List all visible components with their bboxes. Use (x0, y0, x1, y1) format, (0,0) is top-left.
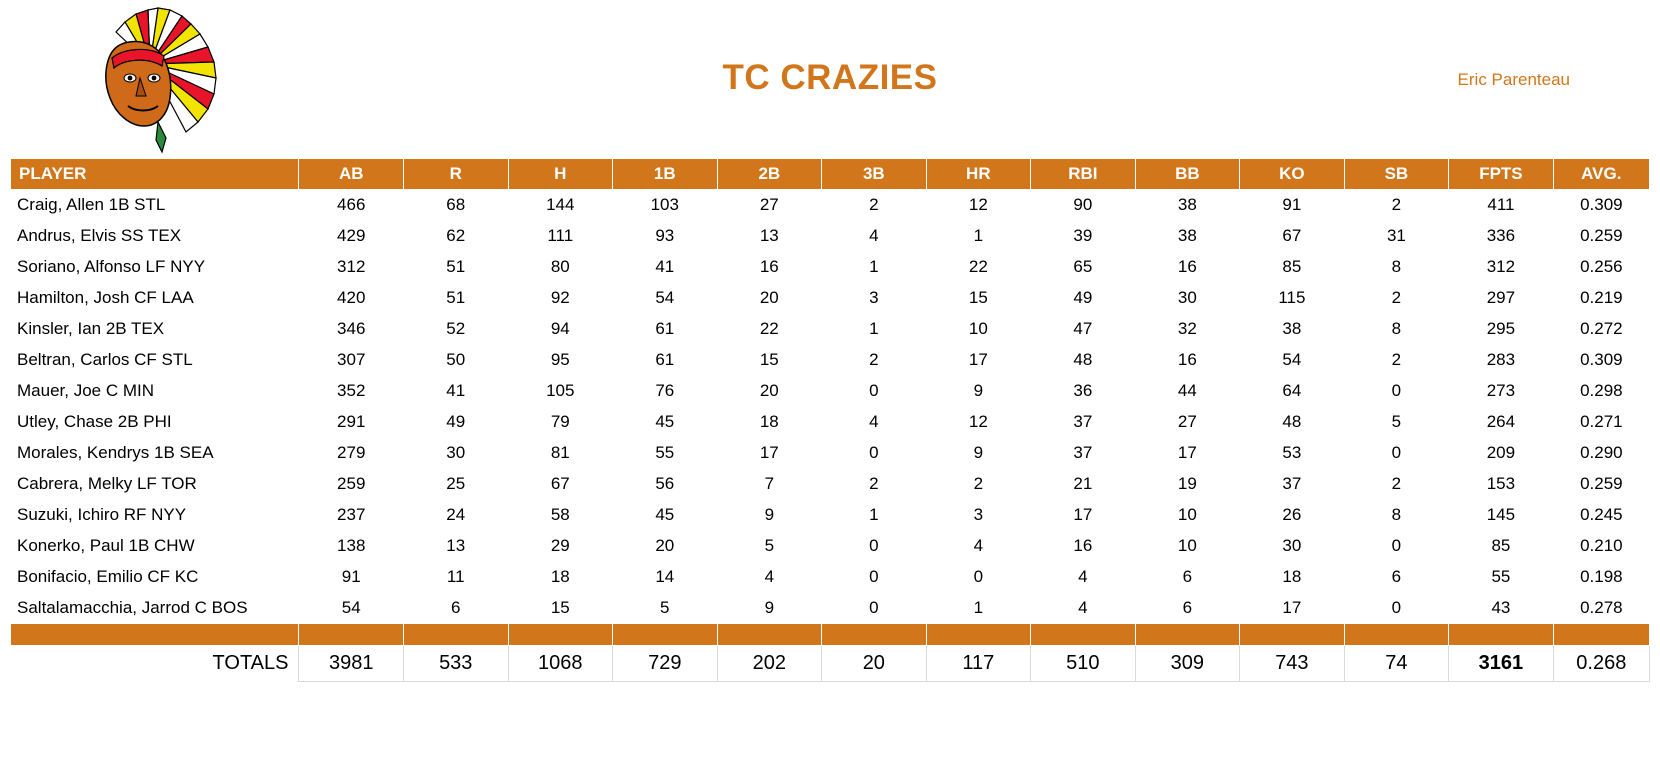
cell-3b: 1 (822, 500, 927, 531)
cell-sb: 0 (1344, 376, 1449, 407)
cell-player: Mauer, Joe C MIN (11, 376, 299, 407)
table-row (11, 500, 1650, 531)
column-header-avg: AVG. (1553, 159, 1649, 190)
cell-hr: 12 (926, 407, 1031, 438)
cell-2b: 20 (717, 283, 822, 314)
cell-2b: 5 (717, 531, 822, 562)
cell-avg: 0.256 (1553, 252, 1649, 283)
cell-player: Bonifacio, Emilio CF KC (11, 562, 299, 593)
totals-2b: 202 (717, 646, 822, 682)
cell-hr: 1 (926, 221, 1031, 252)
column-header-ko: KO (1240, 159, 1345, 190)
column-header-h: H (508, 159, 613, 190)
cell-fpts: 264 (1449, 407, 1554, 438)
spacer-cell (717, 624, 822, 646)
table-row (11, 314, 1650, 345)
cell-ab: 466 (299, 190, 404, 221)
cell-hr: 1 (926, 593, 1031, 624)
cell-hr: 9 (926, 438, 1031, 469)
totals-hr: 117 (926, 646, 1031, 682)
cell-h: 94 (508, 314, 613, 345)
cell-bb: 6 (1135, 562, 1240, 593)
column-header-player: PLAYER (11, 159, 299, 190)
cell-hr: 10 (926, 314, 1031, 345)
cell-h: 81 (508, 438, 613, 469)
cell-avg: 0.309 (1553, 345, 1649, 376)
cell-rbi: 39 (1031, 221, 1136, 252)
cell-h: 92 (508, 283, 613, 314)
totals-sb: 74 (1344, 646, 1449, 682)
cell-rbi: 48 (1031, 345, 1136, 376)
table-row (11, 593, 1650, 624)
cell-r: 25 (404, 469, 509, 500)
spacer-cell (1031, 624, 1136, 646)
spacer-cell (1240, 624, 1345, 646)
cell-h: 80 (508, 252, 613, 283)
spacer-cell (926, 624, 1031, 646)
cell-2b: 16 (717, 252, 822, 283)
cell-rbi: 65 (1031, 252, 1136, 283)
cell-h: 18 (508, 562, 613, 593)
cell-r: 41 (404, 376, 509, 407)
spacer-cell (822, 624, 927, 646)
cell-2b: 20 (717, 376, 822, 407)
table-row (11, 562, 1650, 593)
cell-rbi: 37 (1031, 407, 1136, 438)
cell-bb: 38 (1135, 221, 1240, 252)
cell-bb: 16 (1135, 345, 1240, 376)
page-title: TC CRAZIES (722, 58, 938, 97)
cell-1b: 20 (613, 531, 718, 562)
cell-fpts: 297 (1449, 283, 1554, 314)
cell-r: 52 (404, 314, 509, 345)
cell-avg: 0.272 (1553, 314, 1649, 345)
cell-ab: 346 (299, 314, 404, 345)
table-row (11, 407, 1650, 438)
cell-sb: 2 (1344, 283, 1449, 314)
cell-player: Craig, Allen 1B STL (11, 190, 299, 221)
cell-r: 30 (404, 438, 509, 469)
cell-r: 6 (404, 593, 509, 624)
cell-r: 50 (404, 345, 509, 376)
cell-avg: 0.298 (1553, 376, 1649, 407)
table-row (11, 469, 1650, 500)
cell-ab: 429 (299, 221, 404, 252)
cell-bb: 30 (1135, 283, 1240, 314)
totals-bb: 309 (1135, 646, 1240, 682)
cell-avg: 0.210 (1553, 531, 1649, 562)
cell-ab: 352 (299, 376, 404, 407)
cell-1b: 61 (613, 345, 718, 376)
cell-2b: 22 (717, 314, 822, 345)
cell-fpts: 43 (1449, 593, 1554, 624)
cell-sb: 0 (1344, 438, 1449, 469)
table-row (11, 252, 1650, 283)
totals-row (11, 646, 1650, 682)
cell-player: Hamilton, Josh CF LAA (11, 283, 299, 314)
spacer-cell (1553, 624, 1649, 646)
cell-avg: 0.219 (1553, 283, 1649, 314)
cell-sb: 2 (1344, 345, 1449, 376)
cell-rbi: 37 (1031, 438, 1136, 469)
cell-sb: 0 (1344, 593, 1449, 624)
cell-hr: 9 (926, 376, 1031, 407)
cell-2b: 27 (717, 190, 822, 221)
cell-ko: 38 (1240, 314, 1345, 345)
cell-fpts: 209 (1449, 438, 1554, 469)
cell-hr: 22 (926, 252, 1031, 283)
cell-sb: 8 (1344, 314, 1449, 345)
cell-sb: 31 (1344, 221, 1449, 252)
column-header-ab: AB (299, 159, 404, 190)
cell-1b: 55 (613, 438, 718, 469)
cell-r: 11 (404, 562, 509, 593)
cell-ko: 67 (1240, 221, 1345, 252)
cell-ab: 312 (299, 252, 404, 283)
cell-h: 15 (508, 593, 613, 624)
cell-2b: 15 (717, 345, 822, 376)
spacer-cell (11, 624, 299, 646)
cell-sb: 6 (1344, 562, 1449, 593)
totals-rbi: 510 (1031, 646, 1136, 682)
cell-ab: 54 (299, 593, 404, 624)
cell-ko: 26 (1240, 500, 1345, 531)
column-header-1b: 1B (613, 159, 718, 190)
cell-1b: 103 (613, 190, 718, 221)
column-header-2b: 2B (717, 159, 822, 190)
column-header-rbi: RBI (1031, 159, 1136, 190)
cell-bb: 16 (1135, 252, 1240, 283)
cell-bb: 10 (1135, 531, 1240, 562)
cell-h: 79 (508, 407, 613, 438)
cell-sb: 2 (1344, 190, 1449, 221)
spacer-cell (1344, 624, 1449, 646)
cell-3b: 4 (822, 221, 927, 252)
cell-2b: 4 (717, 562, 822, 593)
cell-sb: 8 (1344, 252, 1449, 283)
cell-rbi: 4 (1031, 562, 1136, 593)
cell-1b: 45 (613, 500, 718, 531)
cell-avg: 0.271 (1553, 407, 1649, 438)
player-stats-table (10, 158, 1650, 682)
column-header-sb: SB (1344, 159, 1449, 190)
cell-ko: 48 (1240, 407, 1345, 438)
totals-avg: 0.268 (1553, 646, 1649, 682)
cell-2b: 13 (717, 221, 822, 252)
spacer-cell (404, 624, 509, 646)
cell-bb: 6 (1135, 593, 1240, 624)
cell-bb: 19 (1135, 469, 1240, 500)
cell-ab: 259 (299, 469, 404, 500)
cell-2b: 17 (717, 438, 822, 469)
cell-h: 29 (508, 531, 613, 562)
cell-ko: 64 (1240, 376, 1345, 407)
cell-ab: 138 (299, 531, 404, 562)
cell-fpts: 295 (1449, 314, 1554, 345)
cell-fpts: 55 (1449, 562, 1554, 593)
cell-hr: 15 (926, 283, 1031, 314)
cell-player: Utley, Chase 2B PHI (11, 407, 299, 438)
cell-rbi: 90 (1031, 190, 1136, 221)
cell-bb: 38 (1135, 190, 1240, 221)
cell-1b: 61 (613, 314, 718, 345)
cell-player: Beltran, Carlos CF STL (11, 345, 299, 376)
cell-fpts: 411 (1449, 190, 1554, 221)
cell-r: 24 (404, 500, 509, 531)
cell-3b: 2 (822, 345, 927, 376)
cell-sb: 0 (1344, 531, 1449, 562)
page-header (0, 0, 1660, 158)
cell-2b: 18 (717, 407, 822, 438)
cell-player: Konerko, Paul 1B CHW (11, 531, 299, 562)
spacer-cell (508, 624, 613, 646)
cell-avg: 0.259 (1553, 221, 1649, 252)
cell-fpts: 85 (1449, 531, 1554, 562)
cell-rbi: 17 (1031, 500, 1136, 531)
totals-r: 533 (404, 646, 509, 682)
cell-rbi: 4 (1031, 593, 1136, 624)
cell-ab: 291 (299, 407, 404, 438)
cell-1b: 56 (613, 469, 718, 500)
column-header-bb: BB (1135, 159, 1240, 190)
cell-1b: 5 (613, 593, 718, 624)
totals-fpts: 3161 (1449, 646, 1554, 682)
cell-r: 49 (404, 407, 509, 438)
cell-1b: 41 (613, 252, 718, 283)
totals-label: TOTALS (11, 646, 299, 682)
cell-h: 144 (508, 190, 613, 221)
cell-avg: 0.278 (1553, 593, 1649, 624)
cell-3b: 1 (822, 252, 927, 283)
cell-1b: 93 (613, 221, 718, 252)
cell-sb: 8 (1344, 500, 1449, 531)
cell-hr: 4 (926, 531, 1031, 562)
cell-ko: 17 (1240, 593, 1345, 624)
cell-3b: 4 (822, 407, 927, 438)
spacer-cell (613, 624, 718, 646)
cell-bb: 32 (1135, 314, 1240, 345)
cell-h: 58 (508, 500, 613, 531)
cell-ko: 18 (1240, 562, 1345, 593)
cell-fpts: 145 (1449, 500, 1554, 531)
cell-avg: 0.309 (1553, 190, 1649, 221)
cell-fpts: 153 (1449, 469, 1554, 500)
table-row (11, 345, 1650, 376)
cell-fpts: 283 (1449, 345, 1554, 376)
cell-2b: 7 (717, 469, 822, 500)
cell-3b: 1 (822, 314, 927, 345)
cell-rbi: 36 (1031, 376, 1136, 407)
column-header-r: R (404, 159, 509, 190)
cell-ko: 54 (1240, 345, 1345, 376)
cell-3b: 3 (822, 283, 927, 314)
cell-1b: 45 (613, 407, 718, 438)
cell-rbi: 21 (1031, 469, 1136, 500)
totals-1b: 729 (613, 646, 718, 682)
cell-player: Morales, Kendrys 1B SEA (11, 438, 299, 469)
cell-bb: 17 (1135, 438, 1240, 469)
spacer-cell (299, 624, 404, 646)
cell-fpts: 312 (1449, 252, 1554, 283)
cell-ab: 91 (299, 562, 404, 593)
totals-ko: 743 (1240, 646, 1345, 682)
cell-player: Saltalamacchia, Jarrod C BOS (11, 593, 299, 624)
cell-avg: 0.290 (1553, 438, 1649, 469)
cell-avg: 0.245 (1553, 500, 1649, 531)
cell-rbi: 16 (1031, 531, 1136, 562)
cell-ko: 53 (1240, 438, 1345, 469)
table-spacer-row (11, 624, 1650, 646)
table-header-row (11, 159, 1650, 190)
table-row (11, 190, 1650, 221)
totals-h: 1068 (508, 646, 613, 682)
cell-ko: 85 (1240, 252, 1345, 283)
cell-bb: 44 (1135, 376, 1240, 407)
cell-fpts: 273 (1449, 376, 1554, 407)
cell-fpts: 336 (1449, 221, 1554, 252)
cell-player: Kinsler, Ian 2B TEX (11, 314, 299, 345)
totals-3b: 20 (822, 646, 927, 682)
cell-3b: 2 (822, 469, 927, 500)
cell-rbi: 47 (1031, 314, 1136, 345)
cell-hr: 2 (926, 469, 1031, 500)
cell-hr: 0 (926, 562, 1031, 593)
table-row (11, 221, 1650, 252)
cell-player: Suzuki, Ichiro RF NYY (11, 500, 299, 531)
cell-hr: 17 (926, 345, 1031, 376)
cell-h: 105 (508, 376, 613, 407)
team-owner-name: Eric Parenteau (1457, 70, 1570, 89)
cell-ko: 91 (1240, 190, 1345, 221)
cell-bb: 27 (1135, 407, 1240, 438)
totals-ab: 3981 (299, 646, 404, 682)
cell-h: 95 (508, 345, 613, 376)
cell-player: Soriano, Alfonso LF NYY (11, 252, 299, 283)
cell-1b: 54 (613, 283, 718, 314)
cell-r: 13 (404, 531, 509, 562)
cell-ab: 237 (299, 500, 404, 531)
cell-2b: 9 (717, 500, 822, 531)
table-body (11, 190, 1650, 682)
table-row (11, 531, 1650, 562)
cell-r: 51 (404, 252, 509, 283)
cell-sb: 2 (1344, 469, 1449, 500)
cell-ab: 420 (299, 283, 404, 314)
cell-ab: 279 (299, 438, 404, 469)
cell-hr: 3 (926, 500, 1031, 531)
column-header-fpts: FPTS (1449, 159, 1554, 190)
cell-r: 68 (404, 190, 509, 221)
cell-rbi: 49 (1031, 283, 1136, 314)
cell-h: 67 (508, 469, 613, 500)
cell-ko: 37 (1240, 469, 1345, 500)
cell-2b: 9 (717, 593, 822, 624)
cell-bb: 10 (1135, 500, 1240, 531)
column-header-3b: 3B (822, 159, 927, 190)
table-row (11, 438, 1650, 469)
cell-sb: 5 (1344, 407, 1449, 438)
cell-ko: 30 (1240, 531, 1345, 562)
cell-r: 51 (404, 283, 509, 314)
cell-h: 111 (508, 221, 613, 252)
column-header-hr: HR (926, 159, 1031, 190)
table-row (11, 376, 1650, 407)
cell-3b: 2 (822, 190, 927, 221)
cell-3b: 0 (822, 438, 927, 469)
cell-hr: 12 (926, 190, 1031, 221)
cell-ab: 307 (299, 345, 404, 376)
cell-1b: 14 (613, 562, 718, 593)
cell-3b: 0 (822, 531, 927, 562)
cell-r: 62 (404, 221, 509, 252)
spacer-cell (1449, 624, 1554, 646)
cell-1b: 76 (613, 376, 718, 407)
cell-3b: 0 (822, 376, 927, 407)
cell-player: Andrus, Elvis SS TEX (11, 221, 299, 252)
cell-player: Cabrera, Melky LF TOR (11, 469, 299, 500)
table-row (11, 283, 1650, 314)
spacer-cell (1135, 624, 1240, 646)
cell-3b: 0 (822, 593, 927, 624)
cell-3b: 0 (822, 562, 927, 593)
cell-ko: 115 (1240, 283, 1345, 314)
cell-avg: 0.198 (1553, 562, 1649, 593)
cell-avg: 0.259 (1553, 469, 1649, 500)
